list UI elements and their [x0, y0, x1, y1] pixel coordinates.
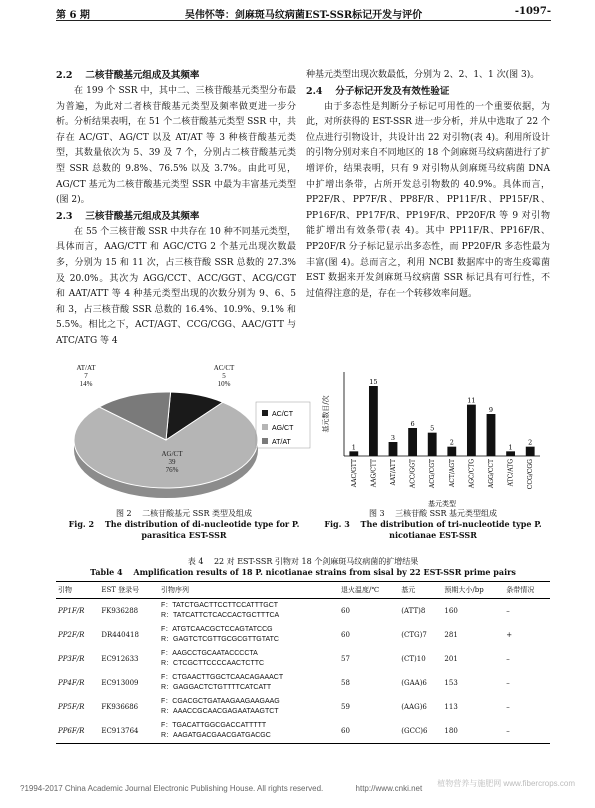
- right-column: [306, 68, 550, 302]
- issue-number: 第 6 期: [56, 10, 90, 21]
- primer-name: PP1F/R: [58, 607, 85, 615]
- accession-number: FK936288: [101, 607, 139, 615]
- bar-aat-att: [389, 442, 398, 456]
- column-header: 退火温度/℃: [339, 582, 399, 599]
- forward-primer: F：CGACGCTGATAAGAAGAAGAAG: [161, 698, 280, 705]
- x-tick-label: ACT/AGT: [448, 459, 456, 488]
- figure-3-caption-en: Fig. 3 The distribution of tri-nucleotide type P. nicotianae EST-SSR: [324, 519, 542, 540]
- x-axis-label: 基元类型: [428, 500, 456, 508]
- forward-primer: F：CTGAACTTGGCTCAACAGAAACT: [161, 674, 284, 681]
- bar-value-label: 2: [528, 438, 533, 447]
- figure-2-caption: [56, 508, 312, 541]
- annealing-temp: 60: [341, 607, 350, 615]
- bar-aac-gtt: [349, 451, 358, 456]
- reverse-primer: R：CTCGCTTCCCCAACTCTTC: [161, 660, 265, 667]
- motif: (ATT)8: [401, 607, 426, 615]
- primer-sequence: [159, 671, 339, 695]
- paragraph: 由于多态性是判断分子标记可用性的一个重要依据，为此，对所获得的 EST-SSR 进一步分析，并从中选取了 22 个位点进行引物设计，共设计出 22 对引物(表 4)。利用所设计的引物分别对来自不同地区的 18 个剑麻斑马纹病菌进行了扩增评价，结果表明，只有 9 对引物从剑麻斑马纹病菌 DNA 中扩增出条带，占所开发总引物数的 40.9%。具体而言，PP2F/R、PP7F/R、PP8F/R、PP11F/R、PP15F/R、PP16F/R、PP17F/R、PP19F/R、PP20F/R 等 9 对引物能扩增出有效条带(表 4)。其中 PP11F/R、PP16F/R、PP20F/R 分子标记显示出多态性，而 PP20F/R 多态性最为丰富(图 4)。总而言之，利用 NCBI 数据库中的寄生疫霉菌 EST 数据来开发剑麻斑马纹病菌 SSR 标记具有可行性，不过值得注意的是，存在一个转移效率问题。: [306, 101, 550, 299]
- bar-value-label: 11: [467, 396, 476, 405]
- legend-label: AT/AT: [272, 439, 291, 446]
- annealing-temp: 60: [339, 719, 399, 744]
- running-header: [56, 6, 551, 21]
- bar-value-label: 1: [351, 443, 356, 452]
- annealing-temp: 60: [341, 631, 350, 639]
- forward-primer: F：TATCTGACTTCCTTCCATTTGCT: [161, 602, 279, 609]
- column-header: 基元: [399, 582, 442, 599]
- primer-sequence: [159, 719, 339, 744]
- bar-value-label: 6: [410, 420, 415, 428]
- legend-swatch: [262, 410, 268, 416]
- column-header: 预期大小/bp: [442, 582, 504, 599]
- accession-number: EC913009: [101, 679, 139, 687]
- annealing-temp: 59: [341, 703, 350, 711]
- bar-value-label: 2: [449, 438, 454, 447]
- amplification-table: [56, 581, 550, 744]
- table-4-title-en: Table 4 Amplification results of 18 P. nicotianae strains from sisal by 22 EST-SSR prime pairs: [90, 567, 516, 577]
- expected-size: 113: [444, 703, 458, 711]
- accession-number: EC912633: [101, 655, 139, 663]
- band-result: –: [506, 607, 510, 615]
- motif: (CTG)7: [401, 631, 427, 639]
- bar-agg-cct: [487, 414, 496, 456]
- page-number: -1097-: [514, 6, 551, 17]
- reverse-primer: R：AAACCGCAACGAGAATAAGTCT: [161, 708, 279, 715]
- bar-agc-ctg: [467, 405, 476, 456]
- table-header-row: [56, 582, 550, 599]
- expected-size: 153: [444, 679, 458, 687]
- x-tick-label: CCG/CGG: [527, 459, 535, 490]
- bar-chart: [318, 362, 548, 508]
- primer-name: PP6F/R: [56, 719, 99, 744]
- copyright-text: ?1994-2017 China Academic Journal Electronic Publishing House. All rights reserved.: [20, 784, 324, 793]
- running-title: 吴伟怀等：剑麻斑马纹病菌EST-SSR标记开发与评价: [184, 10, 423, 21]
- paragraph: 在 55 个三核苷酸 SSR 中共存在 10 种不同基元类型，具体而言，AAG/CTT 和 AGC/CTG 2 个基元出现次数最多，分别为 15 和 11 次，占三核苷酸 SSR 总数的 27.3% 及 20.0%。其次为 AGG/CCT、ACC/GGT、ACG/CGT 和 AAT/ATT 等 4 种基元类型出现的次数分别为 9、6、5 和 3，占三核苷酸 SSR 总数的 16.4%、10.9%、9.1% 和 5.5%。相比之下，ACT/AGT、CCG/CGG、AAC/GTT 与 ATC/ATG 等 4: [56, 226, 296, 346]
- forward-primer: F：AAGCCTGCAATACCCCTA: [161, 650, 258, 657]
- x-tick-label: AGG/CCT: [488, 459, 495, 489]
- bar-acg-cgt: [428, 433, 437, 456]
- y-axis-label: 基元数目/次: [322, 395, 330, 433]
- accession-number: FK936686: [101, 703, 139, 711]
- annealing-temp: 57: [341, 655, 350, 663]
- x-tick-label: AAG/CTT: [370, 459, 378, 488]
- bar-acc-ggt: [408, 428, 417, 456]
- paragraph: 在 199 个 SSR 中，其中二、三核苷酸基元类型分布最为普遍，为此对二者核苷酸基元类型及频率做更进一步分析。分析结果表明，在 51 个二核苷酸基元类型 SSR 中，共存在 AC/GT、AG/CT 以及 AT/AT 等 3 种核苷酸基元类型，其数量依次为 5、39 及 7 个，分别占二核苷酸基元类型 SSR 总数的 9.8%、76.5% 以及 3.7%。由此可见，AG/CT 基元为二核苷酸基元类型 SSR 中最为丰富基元类型(图 2)。: [56, 86, 296, 206]
- figure-3: [318, 362, 548, 508]
- expected-size: 201: [444, 655, 458, 663]
- motif: (GAA)6: [401, 679, 427, 687]
- primer-sequence: [159, 623, 339, 647]
- table-row: [56, 623, 550, 647]
- table-row: [56, 647, 550, 671]
- motif: (GCC)6: [399, 719, 442, 744]
- figure-2-caption-cn: 图 2 二核苷酸基元 SSR 类型及组成: [115, 509, 253, 518]
- expected-size: 281: [444, 631, 458, 639]
- legend-label: AG/CT: [272, 425, 294, 432]
- primer-sequence: [159, 647, 339, 671]
- page-footer: [20, 779, 575, 793]
- motif: (AAG)6: [401, 703, 427, 711]
- bar-value-label: 5: [430, 424, 435, 433]
- pie-label-ac-ct: AC/CT 5 10%: [213, 364, 235, 388]
- accession-number: EC913764: [99, 719, 159, 744]
- bar-value-label: 15: [369, 378, 378, 386]
- forward-primer: F：TGACATTGGCGACCATTTTT: [161, 722, 267, 729]
- primer-name: PP3F/R: [58, 655, 85, 663]
- site-watermark: 植物营养与施肥网 www.fibercrops.com: [437, 779, 575, 788]
- figure-3-caption: [318, 508, 548, 541]
- cnki-url: http://www.cnki.net: [355, 784, 423, 793]
- left-column: [56, 68, 296, 350]
- bar-act-agt: [447, 447, 456, 456]
- section-heading: 2.3 三核苷酸基元组成及其频率: [56, 210, 200, 222]
- bar-value-label: 3: [390, 434, 396, 442]
- accession-number: DR440418: [101, 631, 139, 639]
- legend-swatch: [262, 438, 268, 444]
- x-tick-label: ACC/GGT: [409, 459, 417, 489]
- figure-3-caption-cn: 图 3 三核苷酸 SSR 基元类型组成: [368, 509, 498, 518]
- forward-primer: F：ATGTCAACGCTCCAGTATCCG: [161, 626, 273, 633]
- expected-size: 180: [442, 719, 504, 744]
- table-4-title-cn: 表 4 22 对 EST-SSR 引物对 18 个剑麻斑马纹病菌的扩增结果: [187, 557, 419, 566]
- pie-label-ag-ct: AG/CT 39 76%: [161, 450, 183, 474]
- figure-2: [56, 362, 312, 512]
- table-row: [56, 695, 550, 719]
- x-tick-label: ATC/ATG: [507, 459, 515, 487]
- annealing-temp: 58: [341, 679, 350, 687]
- primer-sequence: [159, 695, 339, 719]
- pie-label-at-at: AT/AT 7 14%: [76, 364, 96, 388]
- x-tick-label: AGC/CTG: [468, 459, 476, 489]
- bar-value-label: 1: [508, 443, 513, 452]
- table-row: [56, 671, 550, 695]
- table-row: [56, 719, 550, 744]
- band-result: –: [504, 719, 550, 744]
- legend-swatch: [262, 424, 268, 430]
- bar-aag-ctt: [369, 386, 378, 456]
- band-result: –: [506, 703, 510, 711]
- figure-2-caption-en: Fig. 2 The distribution of di-nucleotide type for P. parasitica EST-SSR: [68, 519, 300, 540]
- primer-name: PP4F/R: [58, 679, 85, 687]
- band-result: +: [506, 631, 513, 639]
- x-tick-label: AAT/ATT: [390, 459, 397, 486]
- x-tick-label: AAC/GTT: [350, 459, 358, 488]
- primer-sequence: [159, 599, 339, 624]
- band-result: –: [506, 679, 510, 687]
- band-result: –: [506, 655, 510, 663]
- column-header: 引物序列: [159, 582, 339, 599]
- section-heading: 2.2 二核苷酸基元组成及其频率: [56, 70, 200, 81]
- paragraph: 种基元类型出现次数最低，分别为 2、2、1、1 次(图 3)。: [306, 70, 540, 80]
- bar-atc-atg: [506, 451, 515, 456]
- table-4: [56, 556, 550, 744]
- column-header: 引物: [56, 582, 99, 599]
- x-tick-label: ACG/CGT: [429, 459, 437, 489]
- motif: (CT)10: [401, 655, 426, 663]
- expected-size: 160: [444, 607, 458, 615]
- table-row: [56, 599, 550, 624]
- pie-chart: [56, 362, 312, 512]
- primer-name: PP5F/R: [58, 703, 85, 711]
- reverse-primer: R：TATCATTCTCACCACTGCTTTCA: [161, 612, 280, 619]
- section-heading: 2.4 分子标记开发及有效性验证: [306, 85, 450, 97]
- column-header: 条带情况: [504, 582, 550, 599]
- reverse-primer: R：GAGGACTCTGTTTTCATCATT: [161, 684, 272, 691]
- reverse-primer: R：GAGTCTCGTTGCGCGTTGTATC: [161, 636, 279, 643]
- column-header: EST 登录号: [99, 582, 159, 599]
- primer-name: PP2F/R: [58, 631, 85, 639]
- legend-label: AC/CT: [272, 411, 293, 418]
- bar-ccg-cgg: [526, 447, 535, 456]
- bar-value-label: 9: [488, 406, 494, 414]
- reverse-primer: R：AAGATGACGAACGATGACGC: [161, 732, 271, 739]
